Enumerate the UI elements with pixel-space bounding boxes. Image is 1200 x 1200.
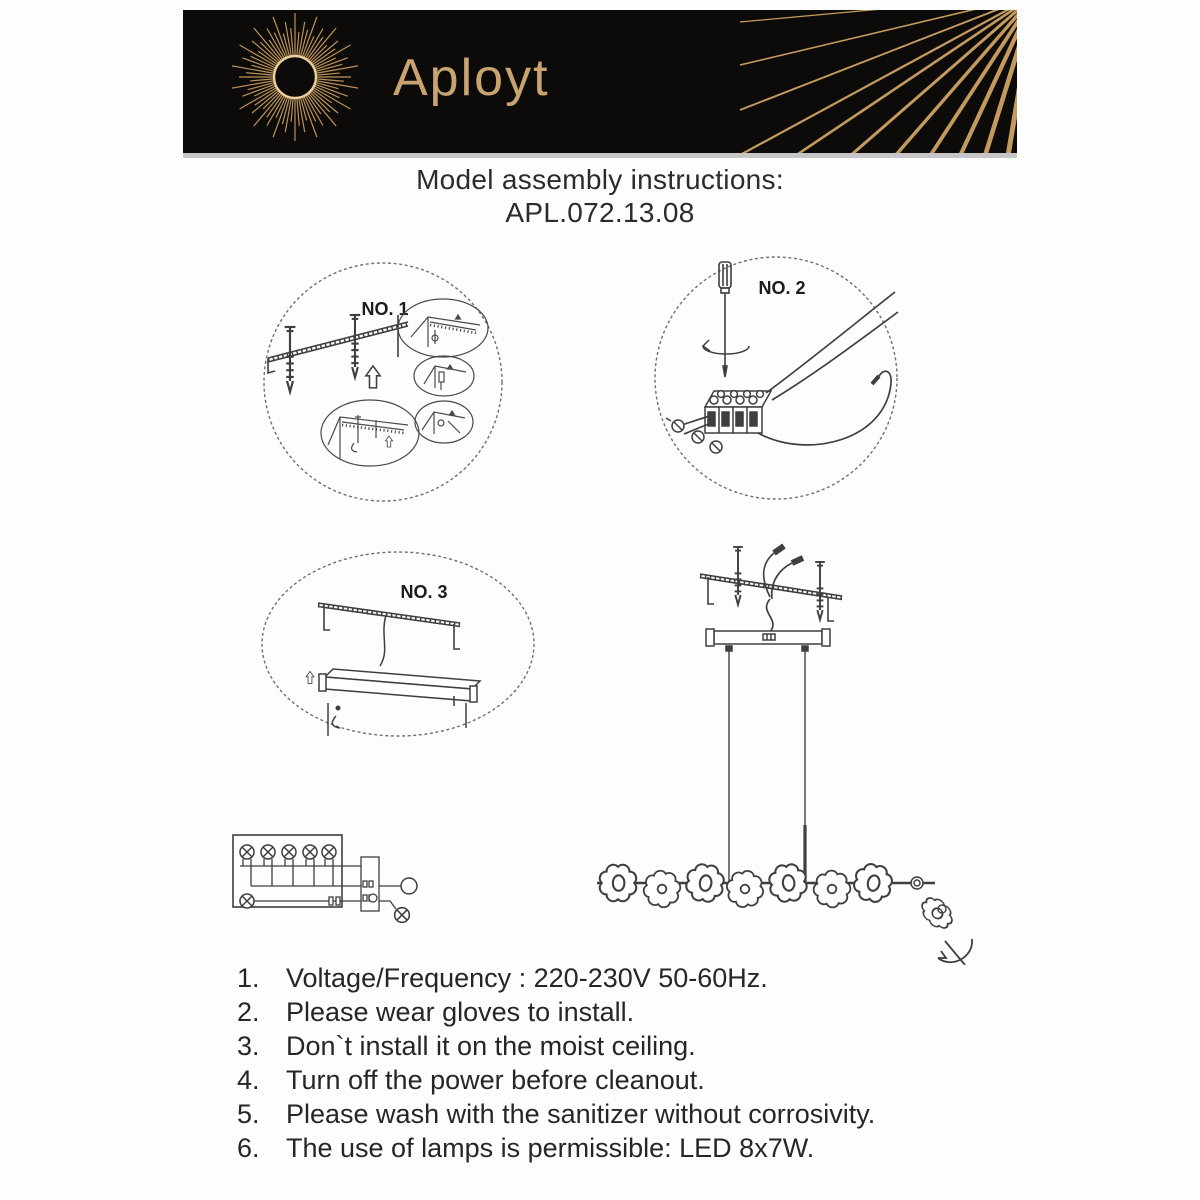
end-bead bbox=[911, 877, 923, 889]
suspension-wires bbox=[729, 651, 805, 883]
terminal-block bbox=[705, 391, 771, 433]
screw-icon bbox=[733, 547, 743, 605]
lampshade-back bbox=[810, 867, 855, 912]
lampshade-back bbox=[641, 868, 683, 910]
rotation-arrow-icon bbox=[703, 340, 749, 354]
note-text: Don`t install it on the moist ceiling. bbox=[286, 1031, 696, 1061]
assembly-notes bbox=[237, 961, 1097, 1165]
up-arrow-icon bbox=[306, 671, 314, 683]
note-text: Turn off the power before cleanout. bbox=[286, 1065, 705, 1095]
power-node bbox=[401, 878, 417, 894]
detached-lampshade bbox=[917, 893, 957, 933]
no3-label: NO. 3 bbox=[400, 582, 448, 602]
note-item-1 bbox=[237, 961, 1097, 995]
note-item-5 bbox=[237, 1097, 1097, 1131]
starburst-rays bbox=[232, 13, 358, 141]
model-number: APL.072.13.08 bbox=[505, 197, 695, 228]
up-arrow-icon bbox=[366, 366, 380, 388]
note-item-2 bbox=[237, 995, 1097, 1029]
detail-inset-bottom bbox=[415, 401, 473, 443]
no2-label: NO. 2 bbox=[758, 278, 806, 298]
no1-label: NO. 1 bbox=[361, 299, 409, 319]
instruction-title: Model assembly instructions: bbox=[416, 164, 784, 195]
note-item-3 bbox=[237, 1029, 1097, 1063]
power-wire bbox=[380, 615, 386, 666]
note-number: 6. bbox=[237, 1133, 260, 1163]
wiring-diagram bbox=[225, 825, 425, 935]
note-item-6 bbox=[237, 1131, 1097, 1165]
lampshade bbox=[851, 861, 894, 904]
lampshade bbox=[684, 862, 725, 903]
screw-icon bbox=[285, 327, 296, 392]
note-item-4 bbox=[237, 1063, 1097, 1097]
note-number: 3. bbox=[237, 1031, 260, 1061]
figure-no3 bbox=[258, 546, 538, 742]
brand-banner bbox=[183, 10, 1017, 158]
screw-icon bbox=[350, 315, 360, 377]
note-text: Voltage/Frequency : 220-230V 50-60Hz. bbox=[286, 963, 768, 993]
ceiling-bracket bbox=[318, 603, 460, 649]
brand-name: Aployt bbox=[393, 49, 550, 107]
note-number: 5. bbox=[237, 1099, 260, 1129]
canopy-bar bbox=[706, 629, 830, 651]
lampshade bbox=[768, 863, 808, 903]
note-number: 1. bbox=[237, 963, 260, 993]
lampshade-back bbox=[725, 869, 765, 909]
starburst-core-ring bbox=[274, 56, 316, 98]
note-number: 2. bbox=[237, 997, 260, 1027]
chandelier-figure bbox=[580, 525, 1000, 965]
detail-inset-middle bbox=[414, 356, 474, 396]
canopy bbox=[319, 669, 480, 736]
terminal-strip bbox=[329, 857, 379, 911]
screw-icon bbox=[815, 562, 825, 620]
detail-inset-large bbox=[321, 400, 419, 466]
note-text: Please wear gloves to install. bbox=[286, 997, 635, 1027]
note-text: Please wash with the sanitizer without corrosivity. bbox=[286, 1099, 876, 1129]
screwdriver-icon bbox=[719, 262, 731, 377]
sunburst-rays-icon bbox=[740, 10, 1017, 153]
detail-inset-top bbox=[398, 299, 488, 357]
note-text: The use of lamps is permissible: LED 8x7W. bbox=[286, 1133, 815, 1163]
lampshade bbox=[600, 865, 636, 901]
note-number: 4. bbox=[237, 1065, 260, 1095]
figure-no2 bbox=[648, 250, 904, 506]
starburst-icon bbox=[232, 13, 358, 141]
lamp-symbols bbox=[240, 845, 336, 908]
figure-no1 bbox=[258, 245, 508, 515]
figure-no3-ellipse bbox=[262, 552, 534, 736]
lamp-symbol bbox=[395, 908, 410, 923]
